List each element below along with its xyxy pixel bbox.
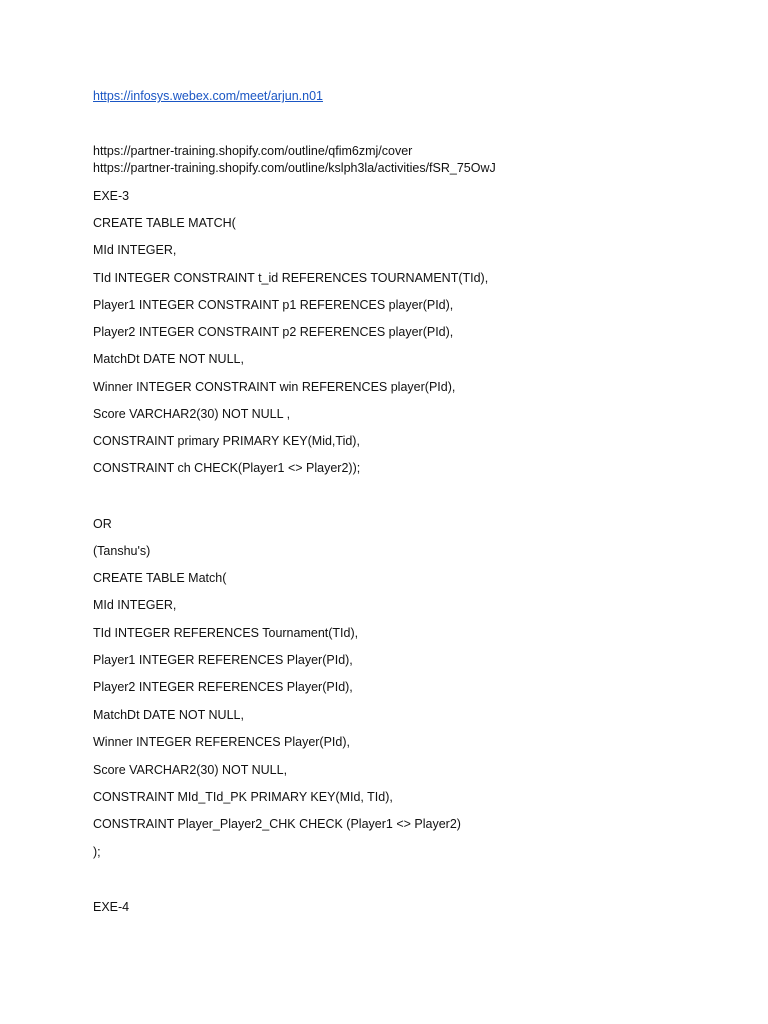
query1-line: Player2 INTEGER CONSTRAINT p2 REFERENCES player(PId), bbox=[93, 325, 454, 339]
query1-line: Player1 INTEGER CONSTRAINT p1 REFERENCES player(PId), bbox=[93, 298, 454, 312]
query2-line: TId INTEGER REFERENCES Tournament(TId), bbox=[93, 626, 359, 640]
author-note: (Tanshu's) bbox=[93, 544, 151, 558]
query2-line: Player1 INTEGER REFERENCES Player(PId), bbox=[93, 653, 353, 667]
query1-line: TId INTEGER CONSTRAINT t_id REFERENCES TOURNAMENT(TId), bbox=[93, 271, 489, 285]
query2-line: Score VARCHAR2(30) NOT NULL, bbox=[93, 763, 288, 777]
query1-line: Score VARCHAR2(30) NOT NULL , bbox=[93, 407, 291, 421]
query2-line: Player2 INTEGER REFERENCES Player(PId), bbox=[93, 680, 353, 694]
query2-line: MId INTEGER, bbox=[93, 598, 177, 612]
training-url-2: https://partner-training.shopify.com/outline/kslph3la/activities/fSR_75OwJ bbox=[93, 161, 496, 175]
query1-line: CONSTRAINT ch CHECK(Player1 <> Player2)); bbox=[93, 461, 361, 475]
query1-line: MId INTEGER, bbox=[93, 243, 177, 257]
query2-line: CREATE TABLE Match( bbox=[93, 571, 227, 585]
exe4-heading: EXE-4 bbox=[93, 900, 130, 914]
training-url-1: https://partner-training.shopify.com/outline/qfim6zmj/cover bbox=[93, 144, 413, 158]
query2-line: MatchDt DATE NOT NULL, bbox=[93, 708, 244, 722]
query1-line: CONSTRAINT primary PRIMARY KEY(Mid,Tid), bbox=[93, 434, 360, 448]
query2-line: Winner INTEGER REFERENCES Player(PId), bbox=[93, 735, 350, 749]
query2-line: ); bbox=[93, 845, 101, 859]
query1-line: Winner INTEGER CONSTRAINT win REFERENCES player(PId), bbox=[93, 380, 456, 394]
or-label: OR bbox=[93, 517, 112, 531]
query1-line: CREATE TABLE MATCH( bbox=[93, 216, 236, 230]
query2-line: CONSTRAINT Player_Player2_CHK CHECK (Player1 <> Player2) bbox=[93, 817, 461, 831]
query1-line: MatchDt DATE NOT NULL, bbox=[93, 352, 244, 366]
exe3-heading: EXE-3 bbox=[93, 189, 130, 203]
meeting-link[interactable]: https://infosys.webex.com/meet/arjun.n01 bbox=[93, 89, 323, 103]
query2-line: CONSTRAINT MId_TId_PK PRIMARY KEY(MId, TId), bbox=[93, 790, 393, 804]
